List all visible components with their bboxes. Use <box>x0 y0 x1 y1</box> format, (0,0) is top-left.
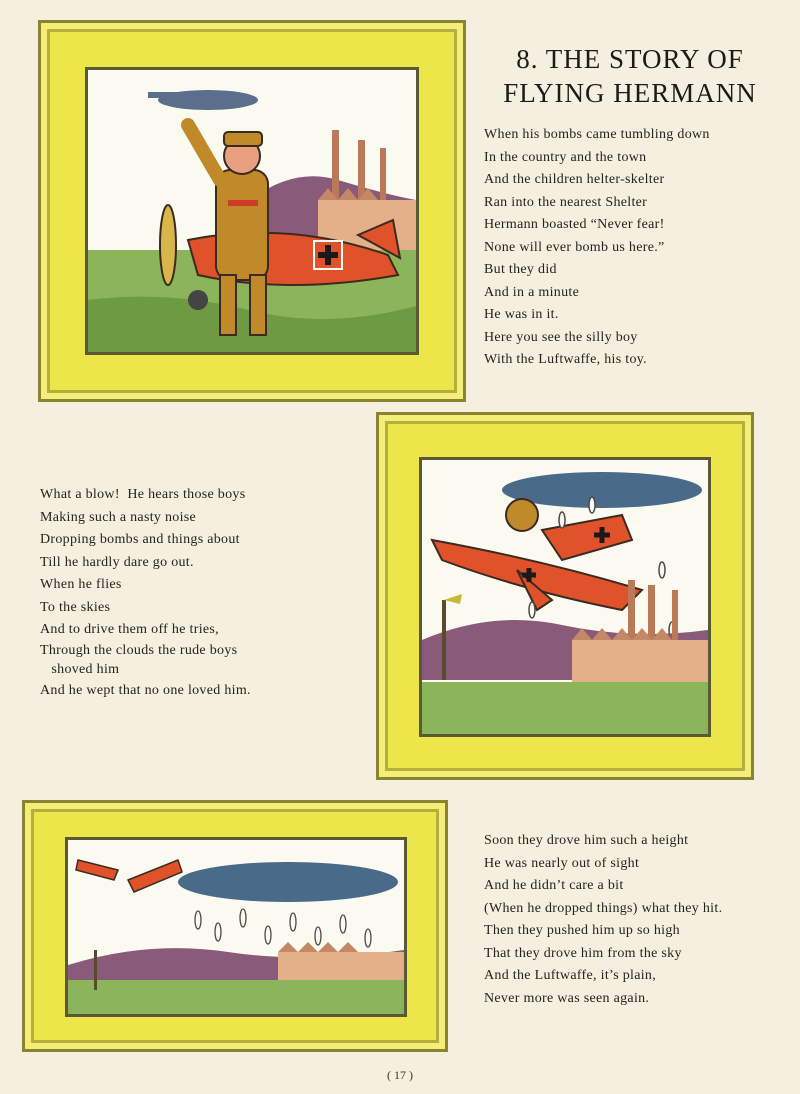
verse-line: Never more was seen again. <box>484 990 650 1006</box>
verse-line: And the Luftwaffe, it’s plain, <box>484 968 657 983</box>
verse-line: Hermann boasted “Never fear! <box>484 217 665 232</box>
verse-line: And to drive them off he tries, <box>40 622 219 637</box>
verse-line: That they drove him from the sky <box>484 945 682 961</box>
verse-line: Soon they drove him such a height <box>484 833 689 848</box>
illustration-hermann-standing <box>85 67 419 355</box>
page-title <box>480 42 780 110</box>
verse-line: With the Luftwaffe, his toy. <box>484 352 647 367</box>
verse-line: Through the clouds the rude boys <box>40 642 238 658</box>
verse-line: In the country and the town <box>484 149 647 165</box>
page-number: ( 17 ) <box>387 1068 413 1082</box>
verse-line: Making such a nasty noise <box>40 509 197 525</box>
verse-line: And he didn’t care a bit <box>484 878 624 893</box>
verse-line: He was in it. <box>484 307 559 322</box>
verse-line: Ran into the nearest Shelter <box>484 194 648 210</box>
verse-line: And he wept that no one loved him. <box>40 682 251 698</box>
picture-frame-2 <box>376 412 754 780</box>
illustration-hermann-flying <box>419 457 711 737</box>
verse-line: And in a minute <box>484 284 580 300</box>
verse-line: None will ever bomb us here.” <box>484 239 665 255</box>
illustration-planes-over-town <box>65 837 407 1017</box>
verse-line: shoved him <box>40 661 120 677</box>
verse-line: And the children helter-skelter <box>484 172 665 187</box>
title-line-1: 8. THE STORY OF <box>516 44 744 74</box>
verse-line: Here you see the silly boy <box>484 329 638 345</box>
verse-2 <box>40 484 251 702</box>
verse-line: Then they pushed him up so high <box>484 923 680 938</box>
verse-line: But they did <box>484 262 557 277</box>
verse-line: Till he hardly dare go out. <box>40 554 194 570</box>
picture-frame-3 <box>22 800 448 1052</box>
verse-line: What a blow! He hears those boys <box>40 487 246 502</box>
title-line-2: FLYING HERMANN <box>503 78 757 108</box>
verse-line: (When he dropped things) what they hit. <box>484 900 723 916</box>
verse-1 <box>484 124 710 372</box>
picture-frame-1 <box>38 20 466 402</box>
verse-line: When his bombs came tumbling down <box>484 127 710 142</box>
verse-line: When he flies <box>40 577 122 592</box>
verse-line: Dropping bombs and things about <box>40 532 240 547</box>
verse-3 <box>484 830 722 1010</box>
verse-line: To the skies <box>40 599 111 615</box>
verse-line: He was nearly out of sight <box>484 855 640 871</box>
